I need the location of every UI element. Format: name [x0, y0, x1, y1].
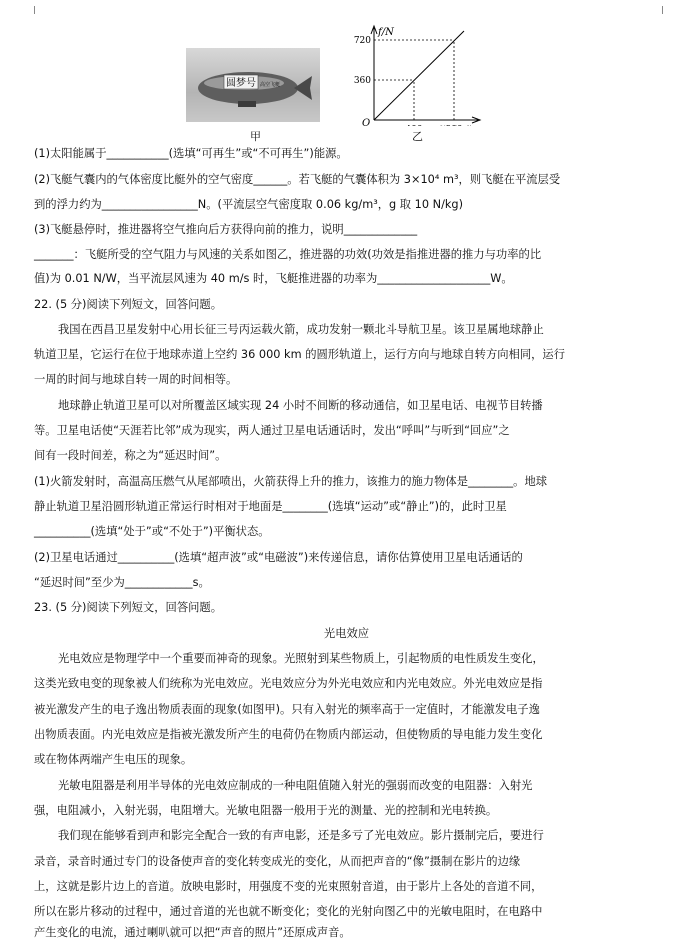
q23-para1-line4: 出物质表面。内光电效应是指被光激发所产生的电荷仍在物质内部运动，但使物质的导电能力发生变化 — [34, 728, 543, 741]
q23-para1-line5: 或在物体两端产生电压的现象。 — [34, 753, 193, 766]
q23-para3-line2: 录音，录音时通过专门的设备使声音的变化转变成光的变化，从而把声音的“像”摄制在影片的边缘 — [34, 855, 521, 868]
graph-y-tick-360: 360 — [353, 76, 371, 86]
article-title: 光电效应 — [323, 627, 370, 640]
q23-para3-line1: 我们现在能够看到声和影完全配合一致的有声电影，还是多亏了光电效应。影片摄制完后，要进行 — [58, 829, 544, 842]
q22-heading: 22. (5 分)阅读下列短文，回答问题。 — [34, 298, 223, 311]
q23-para1-line2: 这类光致电变的现象被人们统称为光电效应。光电效应分为外光电效应和内光电效应。外光电效应是指 — [34, 677, 543, 690]
blimp-illustration — [186, 48, 320, 122]
q22-part2-line2: “延迟时间”至少为____________s。 — [34, 576, 210, 589]
q23-para1-line1: 光电效应是物理学中一个重要而神奇的现象。光照射到某些物质上，引起物质的电性质发生变化， — [58, 652, 544, 665]
q22-part1-line1: (1)火箭发射时，高温高压燃气从尾部喷出，火箭获得上升的推力，该推力的施力物体是________。地球 — [34, 475, 548, 488]
q22-para2-line3: 间有一段时间差，称之为“延迟时间”。 — [34, 449, 227, 462]
q21-part3-line3: 值)为 0.01 N/W，当平流层风速为 40 m/s 时，飞艇推进器的功率为____________________W。 — [34, 272, 513, 285]
graph-x-tick-400 — [405, 125, 422, 126]
page-corner-mark-right — [662, 6, 663, 14]
page-corner-mark-left — [34, 6, 35, 14]
figure-caption-left: 甲 — [250, 130, 261, 143]
q23-para2-line2: 强，电阻减小，入射光弱，电阻增大。光敏电阻器一般用于光的测量、光的控制和光电转换。 — [34, 804, 498, 817]
q22-part2-line1: (2)卫星电话通过__________(选填“超声波”或“电磁波”)来传递信息，请你估算使用卫星电话通话的 — [34, 551, 523, 564]
q21-part3-line1: (3)飞艇悬停时，推进器将空气推向后方获得向前的推力，说明_____________ — [34, 223, 418, 236]
q22-part1-line2: 静止轨道卫星沿圆形轨道正常运行时相对于地面是________(选填“运动”或“静止”)的，此时卫星 — [34, 500, 507, 513]
graph-series-line — [374, 31, 464, 120]
q22-para2-line1: 地球静止轨道卫星可以对所覆盖区域实现 24 小时不间断的移动通信，如卫星电话、电视节目转播 — [58, 399, 543, 412]
q21-part1: (1)太阳能属于___________(选填“可再生”或“不可再生”)能源。 — [34, 147, 348, 160]
force-speed-graph — [344, 22, 484, 126]
q22-para1-line1: 我国在西昌卫星发射中心用长征三号丙运载火箭，成功发射一颗北斗导航卫星。该卫星属地球静止 — [58, 323, 544, 336]
q23-para3-line3: 上，这就是影片边上的音道。放映电影时，用强度不变的光束照射音道，由于影片上各处的音道不同， — [34, 880, 543, 893]
q23-para3-line4: 所以在影片移动的过程中，通过音道的光也就不断变化；变化的光射向图乙中的光敏电阻时，在电路中 — [34, 905, 543, 918]
q21-part3-line2: _______：飞艇所受的空气阻力与风速的关系如图乙，推进器的功效(功效是指推进器的推力与功率的比 — [34, 248, 542, 261]
figure-caption-right: 乙 — [412, 130, 423, 143]
q21-part2-line1: (2)飞艇气囊内的气体密度比艇外的空气密度______。若飞艇的气囊体积为 3×10⁴ m³，则飞艇在平流层受 — [34, 173, 561, 186]
q22-para1-line2: 轨道卫星，它运行在位于地球赤道上空约 36 000 km 的圆形轨道上，运行方向与地球自转方向相同，运行 — [34, 348, 566, 361]
graph-origin: O — [362, 118, 371, 126]
graph-y-tick-720: 720 — [353, 36, 371, 46]
blimp-sublabel: 高空飞艇 — [260, 82, 281, 88]
q22-part1-line3: __________(选填“处于”或“不处于”)平衡状态。 — [34, 525, 270, 538]
q23-para3-line5: 产生变化的电流，通过喇叭就可以把“声音的照片”还原成声音。 — [34, 926, 351, 939]
q22-para1-line3: 一周的时间与地球自转一周的时间相等。 — [34, 373, 238, 386]
q23-para2-line1: 光敏电阻器是利用半导体的光电效应制成的一种电阻值随入射光的强弱而改变的电阻器：入射光 — [58, 779, 533, 792]
q21-part2-line2: 到的浮力约为_________________N。(平流层空气密度取 0.06 kg/m³，g 取 10 N/kg) — [34, 198, 464, 211]
blimp-label: 圆梦号 — [226, 78, 256, 89]
blimp-photo — [186, 48, 320, 122]
graph-x-tick-800 — [445, 125, 462, 126]
q22-para2-line2: 等。卫星电话使“天涯若比邻”成为现实，两人通过卫星电话通话时，发出“呼叫”与听到“回应”之 — [34, 424, 510, 437]
q23-para1-line3: 被光激发产生的电子逸出物质表面的现象(如图甲)。只有入射光的频率高于一定值时，才能激发电子逸 — [34, 703, 540, 716]
graph-y-axis-label: f/N — [378, 27, 394, 38]
q23-heading: 23. (5 分)阅读下列短文，回答问题。 — [34, 601, 223, 614]
